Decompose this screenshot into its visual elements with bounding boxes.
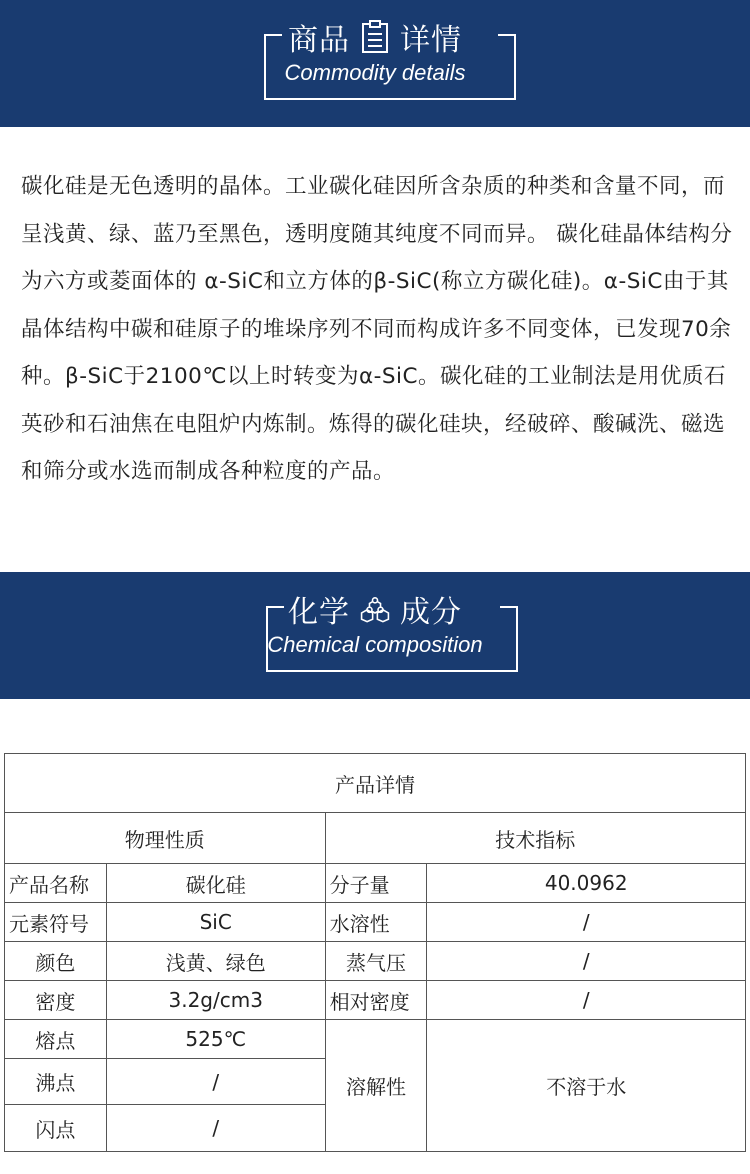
- banner-heading: [0, 588, 750, 630]
- technical-specs-header: 技术指标: [325, 813, 745, 864]
- banner-title-en: Chemical composition: [267, 632, 483, 657]
- banner-title-en: Commodity details: [284, 60, 466, 85]
- row-value: 浅黄、绿色: [106, 942, 325, 981]
- row-label: 相对密度: [325, 981, 427, 1020]
- banner-title-cn-b: 成分: [400, 595, 462, 630]
- row-label: 蒸气压: [325, 942, 427, 981]
- product-description: 碳化硅是无色透明的晶体。工业碳化硅因所含杂质的种类和含量不同，而呈浅黄、绿、蓝乃至黑色，透明度随其纯度不同而异。 碳化硅晶体结构分为六方或菱面体的 α-SiC和立方体的β-SiC(称立方碳化硅)。α-SiC由于其晶体结构中碳和硅原子的堆垛序列不同而构成许多不同变体，已发现70余种。β-SiC于2100℃以上时转变为α-SiC。碳化硅的工业制法是用优质石英砂和石油焦在电阻炉内炼制。炼得的碳化硅块，经破碎、酸碱洗、磁选和筛分或水选而制成各种粒度的产品。: [21, 174, 733, 484]
- row-value: /: [106, 1105, 325, 1152]
- row-label: 元素符号: [5, 903, 107, 942]
- table-row: [5, 942, 746, 981]
- table-row: [5, 864, 746, 903]
- row-label: 产品名称: [5, 864, 107, 903]
- table-row: [5, 981, 746, 1020]
- row-value: 3.2g/cm3: [106, 981, 325, 1020]
- physical-properties-header: 物理性质: [5, 813, 326, 864]
- chemical-composition-banner: [0, 572, 750, 699]
- molecule-icon: [360, 592, 390, 626]
- table-row: [5, 1020, 746, 1059]
- row-value: /: [427, 981, 746, 1020]
- table-title: 产品详情: [5, 754, 746, 813]
- table-row: [5, 903, 746, 942]
- commodity-details-banner: [0, 0, 750, 127]
- row-label: 沸点: [5, 1059, 107, 1105]
- row-value: 40.0962: [427, 864, 746, 903]
- banner-title-cn-b: 详情: [400, 23, 462, 58]
- clipboard-icon: [360, 20, 390, 54]
- banner-heading: [0, 16, 750, 58]
- row-label: 水溶性: [325, 903, 427, 942]
- banner-title-cn-a: 商品: [288, 23, 350, 58]
- row-label: 颜色: [5, 942, 107, 981]
- row-value: /: [427, 903, 746, 942]
- row-value: 碳化硅: [106, 864, 325, 903]
- banner-title-cn-a: 化学: [288, 595, 350, 630]
- solubility-label: 溶解性: [325, 1020, 427, 1152]
- row-value: /: [106, 1059, 325, 1105]
- row-value: SiC: [106, 903, 325, 942]
- row-label: 闪点: [5, 1105, 107, 1152]
- row-value: /: [427, 942, 746, 981]
- solubility-value: 不溶于水: [427, 1020, 746, 1152]
- product-spec-table: [4, 753, 746, 1152]
- row-label: 熔点: [5, 1020, 107, 1059]
- row-label: 分子量: [325, 864, 427, 903]
- row-label: 密度: [5, 981, 107, 1020]
- row-value: 525℃: [106, 1020, 325, 1059]
